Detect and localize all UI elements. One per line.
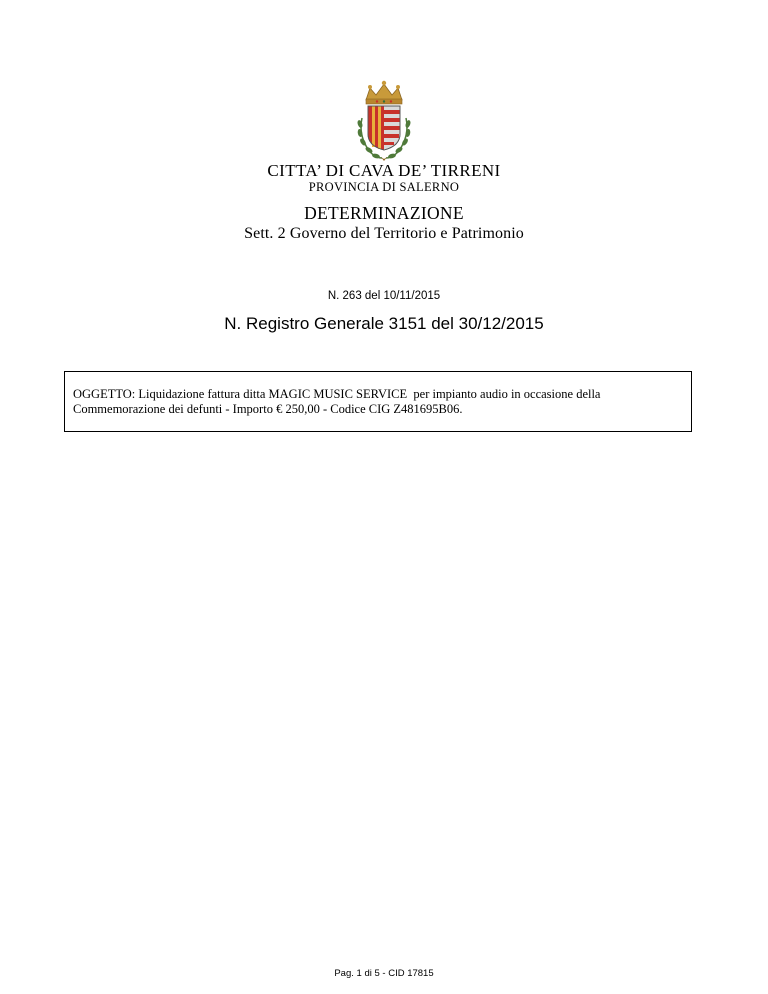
shield-icon	[368, 106, 400, 150]
general-register-number: N. Registro Generale 3151 del 30/12/2015	[224, 314, 544, 333]
city-name: CITTA’ DI CAVA DE’ TIRRENI	[267, 161, 501, 180]
subject-line-2: Commemorazione dei defunti - Importo € 250,00 - Codice CIG Z481695B06.	[73, 402, 463, 416]
subject-line-1: OGGETTO: Liquidazione fattura ditta MAGIC MUSIC SERVICE per impianto audio in occasione della	[73, 387, 601, 401]
crown-icon	[366, 81, 402, 104]
coat-of-arms-emblem	[352, 78, 416, 168]
subject-box	[64, 371, 692, 432]
page-footer: Pag. 1 di 5 - CID 17815	[334, 968, 434, 979]
determination-number: N. 263 del 10/11/2015	[327, 290, 441, 302]
sector-name: Sett. 2 Governo del Territorio e Patrimonio	[244, 225, 524, 242]
province-name: PROVINCIA DI SALERNO	[308, 180, 460, 194]
document-type-title: DETERMINAZIONE	[304, 203, 464, 223]
